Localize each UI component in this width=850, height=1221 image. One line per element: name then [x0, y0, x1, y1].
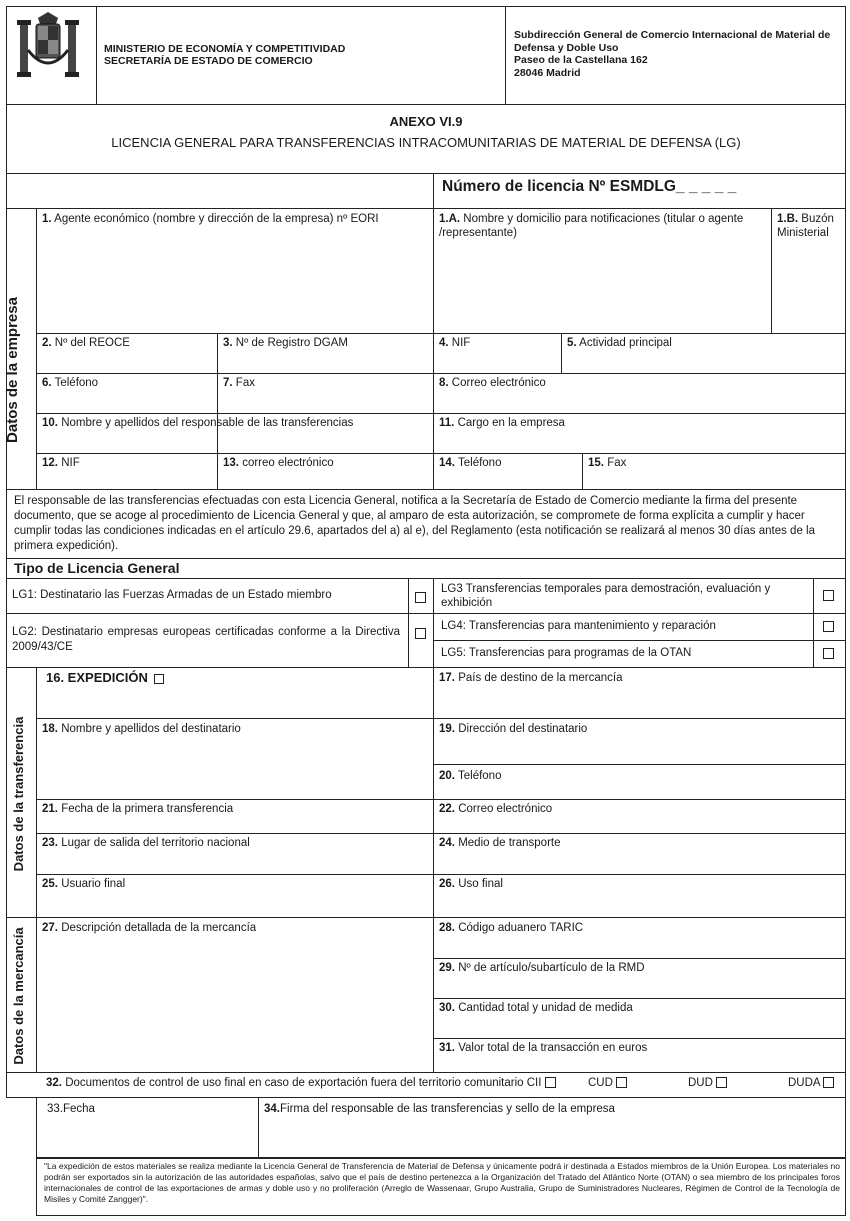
document-title: LICENCIA GENERAL PARA TRANSFERENCIAS INTRACOMUNITARIAS DE MATERIAL DE DEFENSA (LG)	[111, 135, 741, 150]
field-10-responsible[interactable]: 10. Nombre y apellidos del responsable de las transferencias	[42, 417, 354, 429]
field-18-recipient-name[interactable]: 18. Nombre y apellidos del destinatario	[42, 723, 241, 735]
field-1a-notifications[interactable]: 1.A. Nombre y domicilio para notificaciones (titular o agente /representante)	[439, 213, 744, 239]
annex-title: ANEXO VI.9	[389, 114, 463, 129]
transfer-side-label: Datos de la transferencia	[11, 716, 26, 872]
field-5-activity[interactable]: 5. Actividad principal	[567, 337, 672, 349]
cud-option[interactable]: CUD	[588, 1077, 627, 1089]
field-3-dgam[interactable]: 3. Nº de Registro DGAM	[223, 337, 349, 349]
lg4-label: LG4: Transferencias para mantenimiento y reparación	[441, 620, 716, 632]
field-22-email[interactable]: 22. Correo electrónico	[439, 803, 553, 815]
lg2-label: LG2: Destinatario empresas europeas certificadas conforme a la Directiva 2009/43/CE	[12, 626, 400, 653]
field-1b-mailbox[interactable]: 1.B. Buzón Ministerial	[777, 213, 834, 239]
goods-side-label: Datos de la mercancía	[11, 927, 26, 1065]
field-19-recipient-address[interactable]: 19. Dirección del destinatario	[439, 723, 588, 735]
lg5-checkbox[interactable]	[823, 648, 834, 659]
field-15-fax[interactable]: 15. Fax	[588, 457, 627, 469]
field-4-nif[interactable]: 4. NIF	[439, 337, 471, 349]
field-12-nif[interactable]: 12. NIF	[42, 457, 80, 469]
field-31-total-value[interactable]: 31. Valor total de la transacción en euros	[439, 1042, 648, 1054]
footnote-text: "La expedición de estos materiales se realiza mediante la Licencia General de Transferencia de Material de Defensa y únicamente podrá ir destinada a Estados miembros de la Unión Europea. Los materiales no podrán ser exportados sin la autorización de las autoridades españolas, salvo que el país de destino pertenezca a la Organización del Tratado del Atlántico Norte (OTAN) o sea miembro de los principales foros internacionales de control de las exportaciones de armas y doble uso y no proliferación (Arreglo de Wassenaar, Grupo Australia, Grupo de Suministradores Nucleares, Régimen de Control de la Tecnología de Misiles y Comité Zangger)".	[44, 1161, 840, 1204]
cii-checkbox[interactable]	[545, 1077, 556, 1088]
lg4-checkbox[interactable]	[823, 621, 834, 632]
field-17-destination-country[interactable]: 17. País de destino de la mercancía	[439, 672, 623, 684]
lg3-label: LG3 Transferencias temporales para demostración, evaluación y exhibición	[441, 583, 771, 609]
dud-option[interactable]: DUD	[688, 1077, 727, 1089]
declaration-text: El responsable de las transferencias efectuadas con esta Licencia General, notifica a la Secretaría de Estado de Comercio mediante la firma del presente documento, que se acoge al procedimiento de Licencia General y que, al amparo de esta autorización, se compromete de forma explícita a cumplir y hacer cumplir todas las condiciones indicadas en el artículo 29.6, apartados del a) al e), del Reglamento (esta notificación se realizará al menos 30 días antes de la primera expedición).	[14, 495, 815, 552]
field-20-phone[interactable]: 20. Teléfono	[439, 770, 502, 782]
company-side-label: Datos de la empresa	[4, 297, 21, 443]
field-34-signature[interactable]: 34.Firma del responsable de las transferencias y sello de la empresa	[264, 1103, 615, 1115]
field-16-expedition[interactable]: 16. EXPEDICIÓN	[46, 670, 164, 685]
license-type-heading: Tipo de Licencia General	[14, 560, 180, 576]
ministry-name: MINISTERIO DE ECONOMÍA Y COMPETITIVIDAD SECRETARÍA DE ESTADO DE COMERCIO	[104, 43, 346, 67]
field-2-reoce[interactable]: 2. Nº del REOCE	[42, 337, 130, 349]
field-32-end-use-docs: 32. Documentos de control de uso final en caso de exportación fuera del territorio comunitario CII	[46, 1077, 556, 1089]
duda-option[interactable]: DUDA	[788, 1077, 834, 1089]
field-25-end-user[interactable]: 25. Usuario final	[42, 878, 126, 890]
field-33-date[interactable]: 33.Fecha	[47, 1103, 95, 1115]
field-8-email[interactable]: 8. Correo electrónico	[439, 377, 546, 389]
lg3-checkbox[interactable]	[823, 590, 834, 601]
coat-of-arms-icon	[14, 10, 82, 82]
address-block: Subdirección General de Comercio Internacional de Material de Defensa y Doble Uso Paseo de la Castellana 162 28046 Madrid	[514, 29, 831, 79]
field-14-phone[interactable]: 14. Teléfono	[439, 457, 502, 469]
field-26-end-use[interactable]: 26. Uso final	[439, 878, 503, 890]
field-6-phone[interactable]: 6. Teléfono	[42, 377, 99, 389]
expedition-checkbox[interactable]	[154, 674, 164, 684]
field-27-description[interactable]: 27. Descripción detallada de la mercancía	[42, 922, 257, 934]
field-21-first-transfer-date[interactable]: 21. Fecha de la primera transferencia	[42, 803, 234, 815]
field-11-position[interactable]: 11. Cargo en la empresa	[439, 417, 565, 429]
field-24-transport[interactable]: 24. Medio de transporte	[439, 837, 561, 849]
lg1-label: LG1: Destinatario las Fuerzas Armadas de un Estado miembro	[12, 589, 332, 601]
lg1-checkbox[interactable]	[415, 592, 426, 603]
license-number[interactable]: Número de licencia Nº ESMDLG_ _ _ _ _	[442, 178, 737, 195]
lg2-checkbox[interactable]	[415, 628, 426, 639]
field-13-email[interactable]: 13. correo electrónico	[223, 457, 334, 469]
field-28-taric[interactable]: 28. Código aduanero TARIC	[439, 922, 584, 934]
field-1-agent[interactable]: 1. Agente económico (nombre y dirección de la empresa) nº EORI	[42, 213, 379, 225]
lg5-label: LG5: Transferencias para programas de la OTAN	[441, 647, 692, 659]
field-7-fax[interactable]: 7. Fax	[223, 377, 255, 389]
field-23-exit-place[interactable]: 23. Lugar de salida del territorio nacional	[42, 837, 250, 849]
field-30-quantity[interactable]: 30. Cantidad total y unidad de medida	[439, 1002, 633, 1014]
field-29-rmd-article[interactable]: 29. Nº de artículo/subartículo de la RMD	[439, 962, 645, 974]
